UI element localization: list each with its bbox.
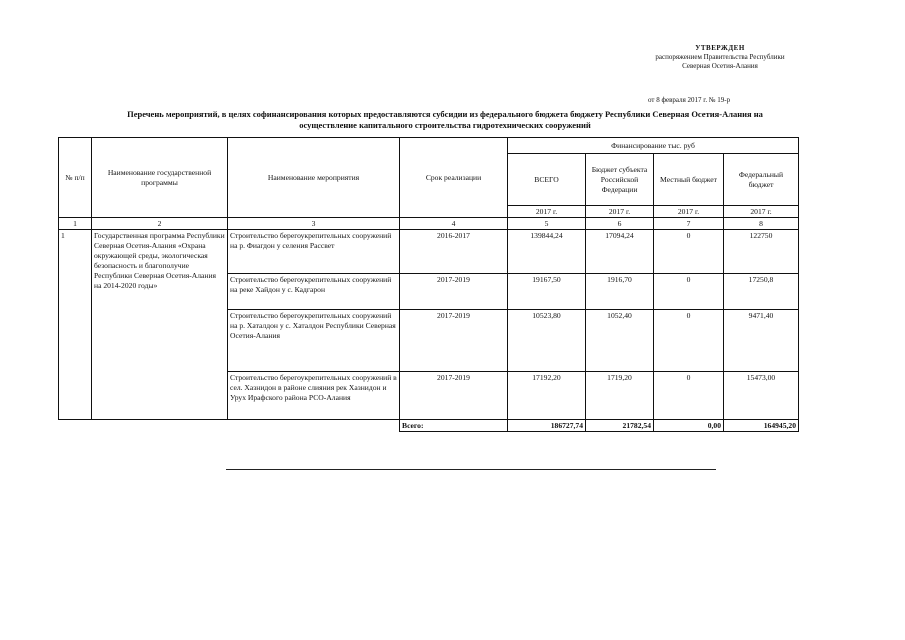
event-subject-budget: 1916,70 bbox=[586, 274, 654, 310]
event-subject-budget: 1719,20 bbox=[586, 372, 654, 420]
year-label: 2017 г. bbox=[586, 206, 654, 218]
approval-line-1: распоряжением Правительства Республики bbox=[655, 53, 785, 61]
header-local-budget: Местный бюджет bbox=[654, 154, 724, 206]
column-number: 5 bbox=[508, 218, 586, 230]
column-number: 4 bbox=[400, 218, 508, 230]
header-federal-budget: Федеральный бюджет bbox=[724, 154, 799, 206]
financing-table bbox=[58, 137, 799, 432]
year-label: 2017 г. bbox=[654, 206, 724, 218]
approval-heading: УТВЕРЖДЕН bbox=[695, 44, 745, 52]
column-number: 8 bbox=[724, 218, 799, 230]
event-name: Строительство берегоукрепительных сооружений на р. Хаталдон у с. Хаталдон Республики Северная Осетия-Алания bbox=[228, 310, 400, 372]
event-name: Строительство берегоукрепительных сооружений в сел. Хазнидон в районе слияния рек Хазнидон и Урух Ирафского района РСО-Алания bbox=[228, 372, 400, 420]
event-total: 19167,50 bbox=[508, 274, 586, 310]
event-subject-budget: 17094,24 bbox=[586, 230, 654, 274]
event-federal-budget: 122750 bbox=[724, 230, 799, 274]
event-period: 2017-2019 bbox=[400, 372, 508, 420]
document-title-line-2: осуществление капитального строительства гидротехнических сооружений bbox=[299, 120, 591, 130]
event-name: Строительство берегоукрепительных сооружений на реке Хайдон у с. Кадгарон bbox=[228, 274, 400, 310]
document-title bbox=[70, 109, 820, 131]
event-total: 10523,80 bbox=[508, 310, 586, 372]
header-total: ВСЕГО bbox=[508, 154, 586, 206]
year-label: 2017 г. bbox=[508, 206, 586, 218]
totals-label: Всего: bbox=[400, 420, 508, 432]
event-name: Строительство берегоукрепительных сооружений на р. Фиагдон у селения Рассвет bbox=[228, 230, 400, 274]
totals-row bbox=[59, 420, 799, 432]
document-title-line-1: Перечень мероприятий, в целях софинансирования которых предоставляются субсидии из федерального бюджета бюджету Республики Северная Осетия-Алания на bbox=[127, 109, 763, 119]
program-name: Государственная программа Республики Северная Осетия-Алания «Охрана окружающей среды, экологическая безопасность и благополучие Республики Северная Осетия-Алания на 2014-2020 годы» bbox=[92, 230, 228, 420]
event-total: 139844,24 bbox=[508, 230, 586, 274]
column-number: 6 bbox=[586, 218, 654, 230]
header-num: № п/п bbox=[59, 138, 92, 218]
event-period: 2017-2019 bbox=[400, 274, 508, 310]
event-federal-budget: 9471,40 bbox=[724, 310, 799, 372]
totals-local-budget: 0,00 bbox=[654, 420, 724, 432]
header-event: Наименование мероприятия bbox=[228, 138, 400, 218]
event-period: 2016-2017 bbox=[400, 230, 508, 274]
event-local-budget: 0 bbox=[654, 310, 724, 372]
approval-line-2: Северная Осетия-Алания bbox=[682, 62, 758, 70]
event-federal-budget: 15473,00 bbox=[724, 372, 799, 420]
event-local-budget: 0 bbox=[654, 274, 724, 310]
header-period: Срок реализации bbox=[400, 138, 508, 218]
table-row bbox=[59, 230, 799, 274]
header-program: Наименование государственной программы bbox=[92, 138, 228, 218]
event-federal-budget: 17250,8 bbox=[724, 274, 799, 310]
event-local-budget: 0 bbox=[654, 230, 724, 274]
approval-stamp bbox=[590, 44, 850, 71]
column-number: 3 bbox=[228, 218, 400, 230]
year-label: 2017 г. bbox=[724, 206, 799, 218]
column-number: 1 bbox=[59, 218, 92, 230]
totals-total: 186727,74 bbox=[508, 420, 586, 432]
header-subject-budget: Бюджет субъекта Российской Федерации bbox=[586, 154, 654, 206]
order-date: от 8 февраля 2017 г. № 19-р bbox=[648, 96, 731, 104]
totals-federal-budget: 164945,20 bbox=[724, 420, 799, 432]
column-number: 7 bbox=[654, 218, 724, 230]
event-local-budget: 0 bbox=[654, 372, 724, 420]
column-number: 2 bbox=[92, 218, 228, 230]
totals-subject-budget: 21782,54 bbox=[586, 420, 654, 432]
event-total: 17192,20 bbox=[508, 372, 586, 420]
closing-divider bbox=[226, 469, 716, 470]
program-number: 1 bbox=[59, 230, 92, 420]
header-financing: Финансирование тыс. руб bbox=[508, 138, 799, 154]
event-subject-budget: 1052,40 bbox=[586, 310, 654, 372]
event-period: 2017-2019 bbox=[400, 310, 508, 372]
